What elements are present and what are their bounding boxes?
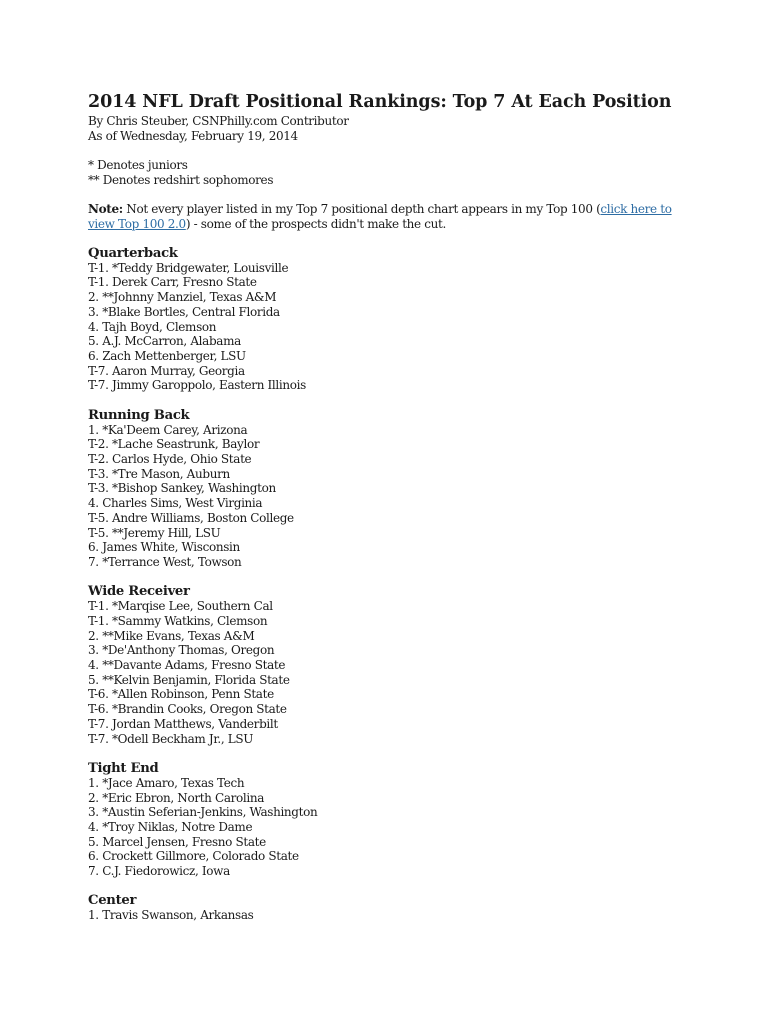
section-heading: Tight End — [88, 760, 159, 776]
note-label: Note: — [88, 201, 123, 216]
ranking-entry: T-7. Aaron Murray, Georgia — [88, 363, 245, 378]
ranking-entry: 2. **Mike Evans, Texas A&M — [88, 628, 255, 643]
ranking-entry: T-3. *Bishop Sankey, Washington — [88, 481, 276, 496]
ranking-entry: T-1. *Marqise Lee, Southern Cal — [88, 599, 273, 614]
ranking-entry: T-1. *Teddy Bridgewater, Louisville — [88, 260, 289, 275]
ranking-list — [88, 776, 728, 879]
position-section — [88, 246, 728, 393]
ranking-entry: 5. **Kelvin Benjamin, Florida State — [88, 672, 290, 687]
note-paragraph — [88, 202, 728, 217]
legend — [88, 158, 728, 187]
ranking-entry: 4. Tajh Boyd, Clemson — [88, 319, 217, 334]
section-heading: Quarterback — [88, 245, 178, 261]
ranking-list — [88, 423, 728, 570]
ranking-entry: 6. Crockett Gillmore, Colorado State — [88, 849, 299, 864]
top-100-link[interactable]: click here to — [600, 201, 672, 216]
section-heading: Running Back — [88, 407, 190, 423]
ranking-entry: T-7. Jordan Matthews, Vanderbilt — [88, 716, 278, 731]
position-section — [88, 761, 728, 879]
ranking-entry: 4. **Davante Adams, Fresno State — [88, 658, 286, 673]
position-sections — [88, 246, 728, 923]
spacer — [88, 143, 728, 158]
ranking-list — [88, 599, 728, 746]
ranking-entry: 5. A.J. McCarron, Alabama — [88, 334, 241, 349]
ranking-entry: 7. *Terrance West, Towson — [88, 554, 242, 569]
date-line: As of Wednesday, February 19, 2014 — [88, 128, 298, 143]
ranking-entry: T-5. **Jeremy Hill, LSU — [88, 525, 221, 540]
spacer — [88, 231, 728, 246]
byline: By Chris Steuber, CSNPhilly.com Contributor — [88, 114, 349, 128]
ranking-entry: 2. **Johnny Manziel, Texas A&M — [88, 290, 277, 305]
ranking-entry: 3. *Austin Seferian-Jenkins, Washington — [88, 805, 318, 820]
ranking-entry: T-6. *Brandin Cooks, Oregon State — [88, 702, 287, 717]
ranking-entry: T-6. *Allen Robinson, Penn State — [88, 687, 274, 702]
ranking-entry: T-1. Derek Carr, Fresno State — [88, 275, 257, 290]
ranking-entry: 6. Zach Mettenberger, LSU — [88, 348, 246, 363]
position-section — [88, 408, 728, 570]
spacer — [88, 187, 728, 202]
section-heading: Center — [88, 893, 137, 909]
ranking-entry: 4. *Troy Niklas, Notre Dame — [88, 820, 253, 834]
note-text-before-link: Not every player listed in my Top 7 positional depth chart appears in my Top 100 ( — [122, 201, 601, 216]
position-section — [88, 893, 728, 923]
ranking-entry: 2. *Eric Ebron, North Carolina — [88, 790, 265, 805]
note-paragraph-line-2 — [88, 217, 728, 232]
ranking-entry: T-1. *Sammy Watkins, Clemson — [88, 613, 268, 628]
ranking-entry: 6. James White, Wisconsin — [88, 540, 240, 555]
position-section — [88, 584, 728, 746]
ranking-entry: 1. *Ka'Deem Carey, Arizona — [88, 422, 248, 437]
ranking-list — [88, 908, 728, 923]
page-title: 2014 NFL Draft Positional Rankings: Top 7 At Each Position — [88, 92, 672, 112]
ranking-entry: T-3. *Tre Mason, Auburn — [88, 466, 230, 481]
ranking-entry: 4. Charles Sims, West Virginia — [88, 496, 263, 511]
legend-redshirt-sophomores: ** Denotes redshirt sophomores — [88, 172, 274, 187]
ranking-entry: T-2. *Lache Seastrunk, Baylor — [88, 437, 260, 452]
document-body — [88, 90, 728, 938]
ranking-entry: T-5. Andre Williams, Boston College — [88, 510, 294, 525]
ranking-entry: T-2. Carlos Hyde, Ohio State — [88, 452, 252, 467]
ranking-entry: T-7. *Odell Beckham Jr., LSU — [88, 731, 254, 746]
ranking-entry: T-7. Jimmy Garoppolo, Eastern Illinois — [88, 378, 306, 393]
ranking-entry: 5. Marcel Jensen, Fresno State — [88, 834, 266, 849]
legend-juniors: * Denotes juniors — [88, 157, 188, 172]
ranking-entry: 3. *Blake Bortles, Central Florida — [88, 304, 280, 319]
top-100-link-continued[interactable]: view Top 100 2.0 — [88, 216, 186, 231]
ranking-entry: 1. *Jace Amaro, Texas Tech — [88, 775, 245, 790]
note-text-after-link: ) - some of the prospects didn't make the cut. — [185, 216, 446, 231]
section-heading: Wide Receiver — [88, 584, 190, 600]
ranking-entry: 1. Travis Swanson, Arkansas — [88, 908, 254, 923]
ranking-entry: 7. C.J. Fiedorowicz, Iowa — [88, 864, 230, 879]
ranking-entry: 3. *De'Anthony Thomas, Oregon — [88, 643, 275, 658]
ranking-list — [88, 261, 728, 393]
